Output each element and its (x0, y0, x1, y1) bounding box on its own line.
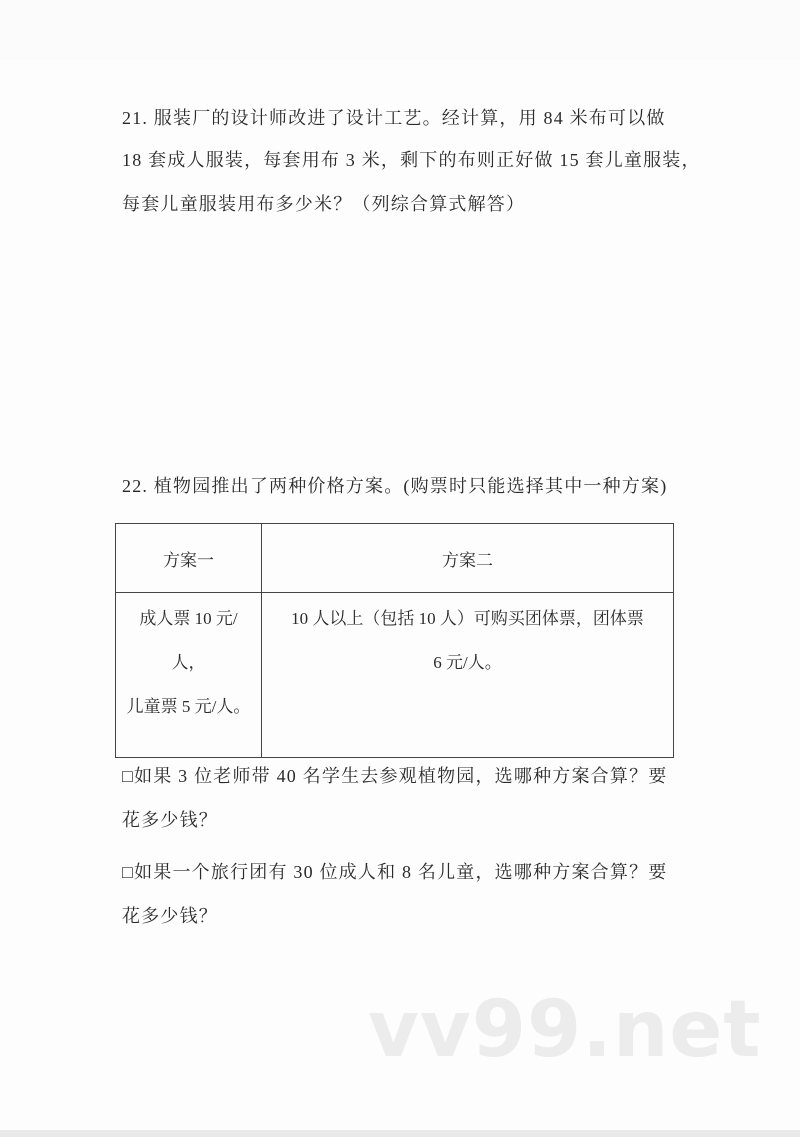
q21-line-3: 每套儿童服装用布多少米？（列综合算式解答） (122, 194, 526, 214)
page-bottom-edge (0, 1130, 800, 1137)
page-top-margin (0, 0, 800, 60)
plan-2-line: 6 元/人。 (433, 653, 502, 672)
plan-1-cell (116, 593, 262, 758)
watermark: vv99.net (368, 985, 762, 1075)
q22-sub1-line-2: 花多少钱？ (122, 810, 218, 830)
plan-1-line: 成人票 10 元/ (139, 609, 238, 628)
plan-1-line: 人， (171, 653, 206, 672)
plan-2-line: 10 人以上（包括 10 人）可购买团体票，团体票 (291, 609, 644, 628)
header-plan-1: 方案一 (116, 524, 262, 593)
plan-1-line: 儿童票 5 元/人。 (126, 697, 251, 716)
header-plan-2: 方案二 (262, 524, 674, 593)
price-plan-table (115, 523, 674, 758)
plan-2-cell (262, 593, 674, 758)
q22-sub1-line-1: □如果 3 位老师带 40 名学生去参观植物园，选哪种方案合算？要 (122, 766, 668, 786)
q21-line-2: 18 套成人服装，每套用布 3 米，剩下的布则正好做 15 套儿童服装， (122, 150, 701, 170)
q21-line-1: 21. 服装厂的设计师改进了设计工艺。经计算，用 84 米布可以做 (122, 108, 666, 128)
q22-sub2-line-2: 花多少钱？ (122, 906, 218, 926)
q22-sub2-line-1: □如果一个旅行团有 30 位成人和 8 名儿童，选哪种方案合算？要 (122, 862, 668, 882)
q22-title: 22. 植物园推出了两种价格方案。(购票时只能选择其中一种方案) (122, 476, 668, 496)
